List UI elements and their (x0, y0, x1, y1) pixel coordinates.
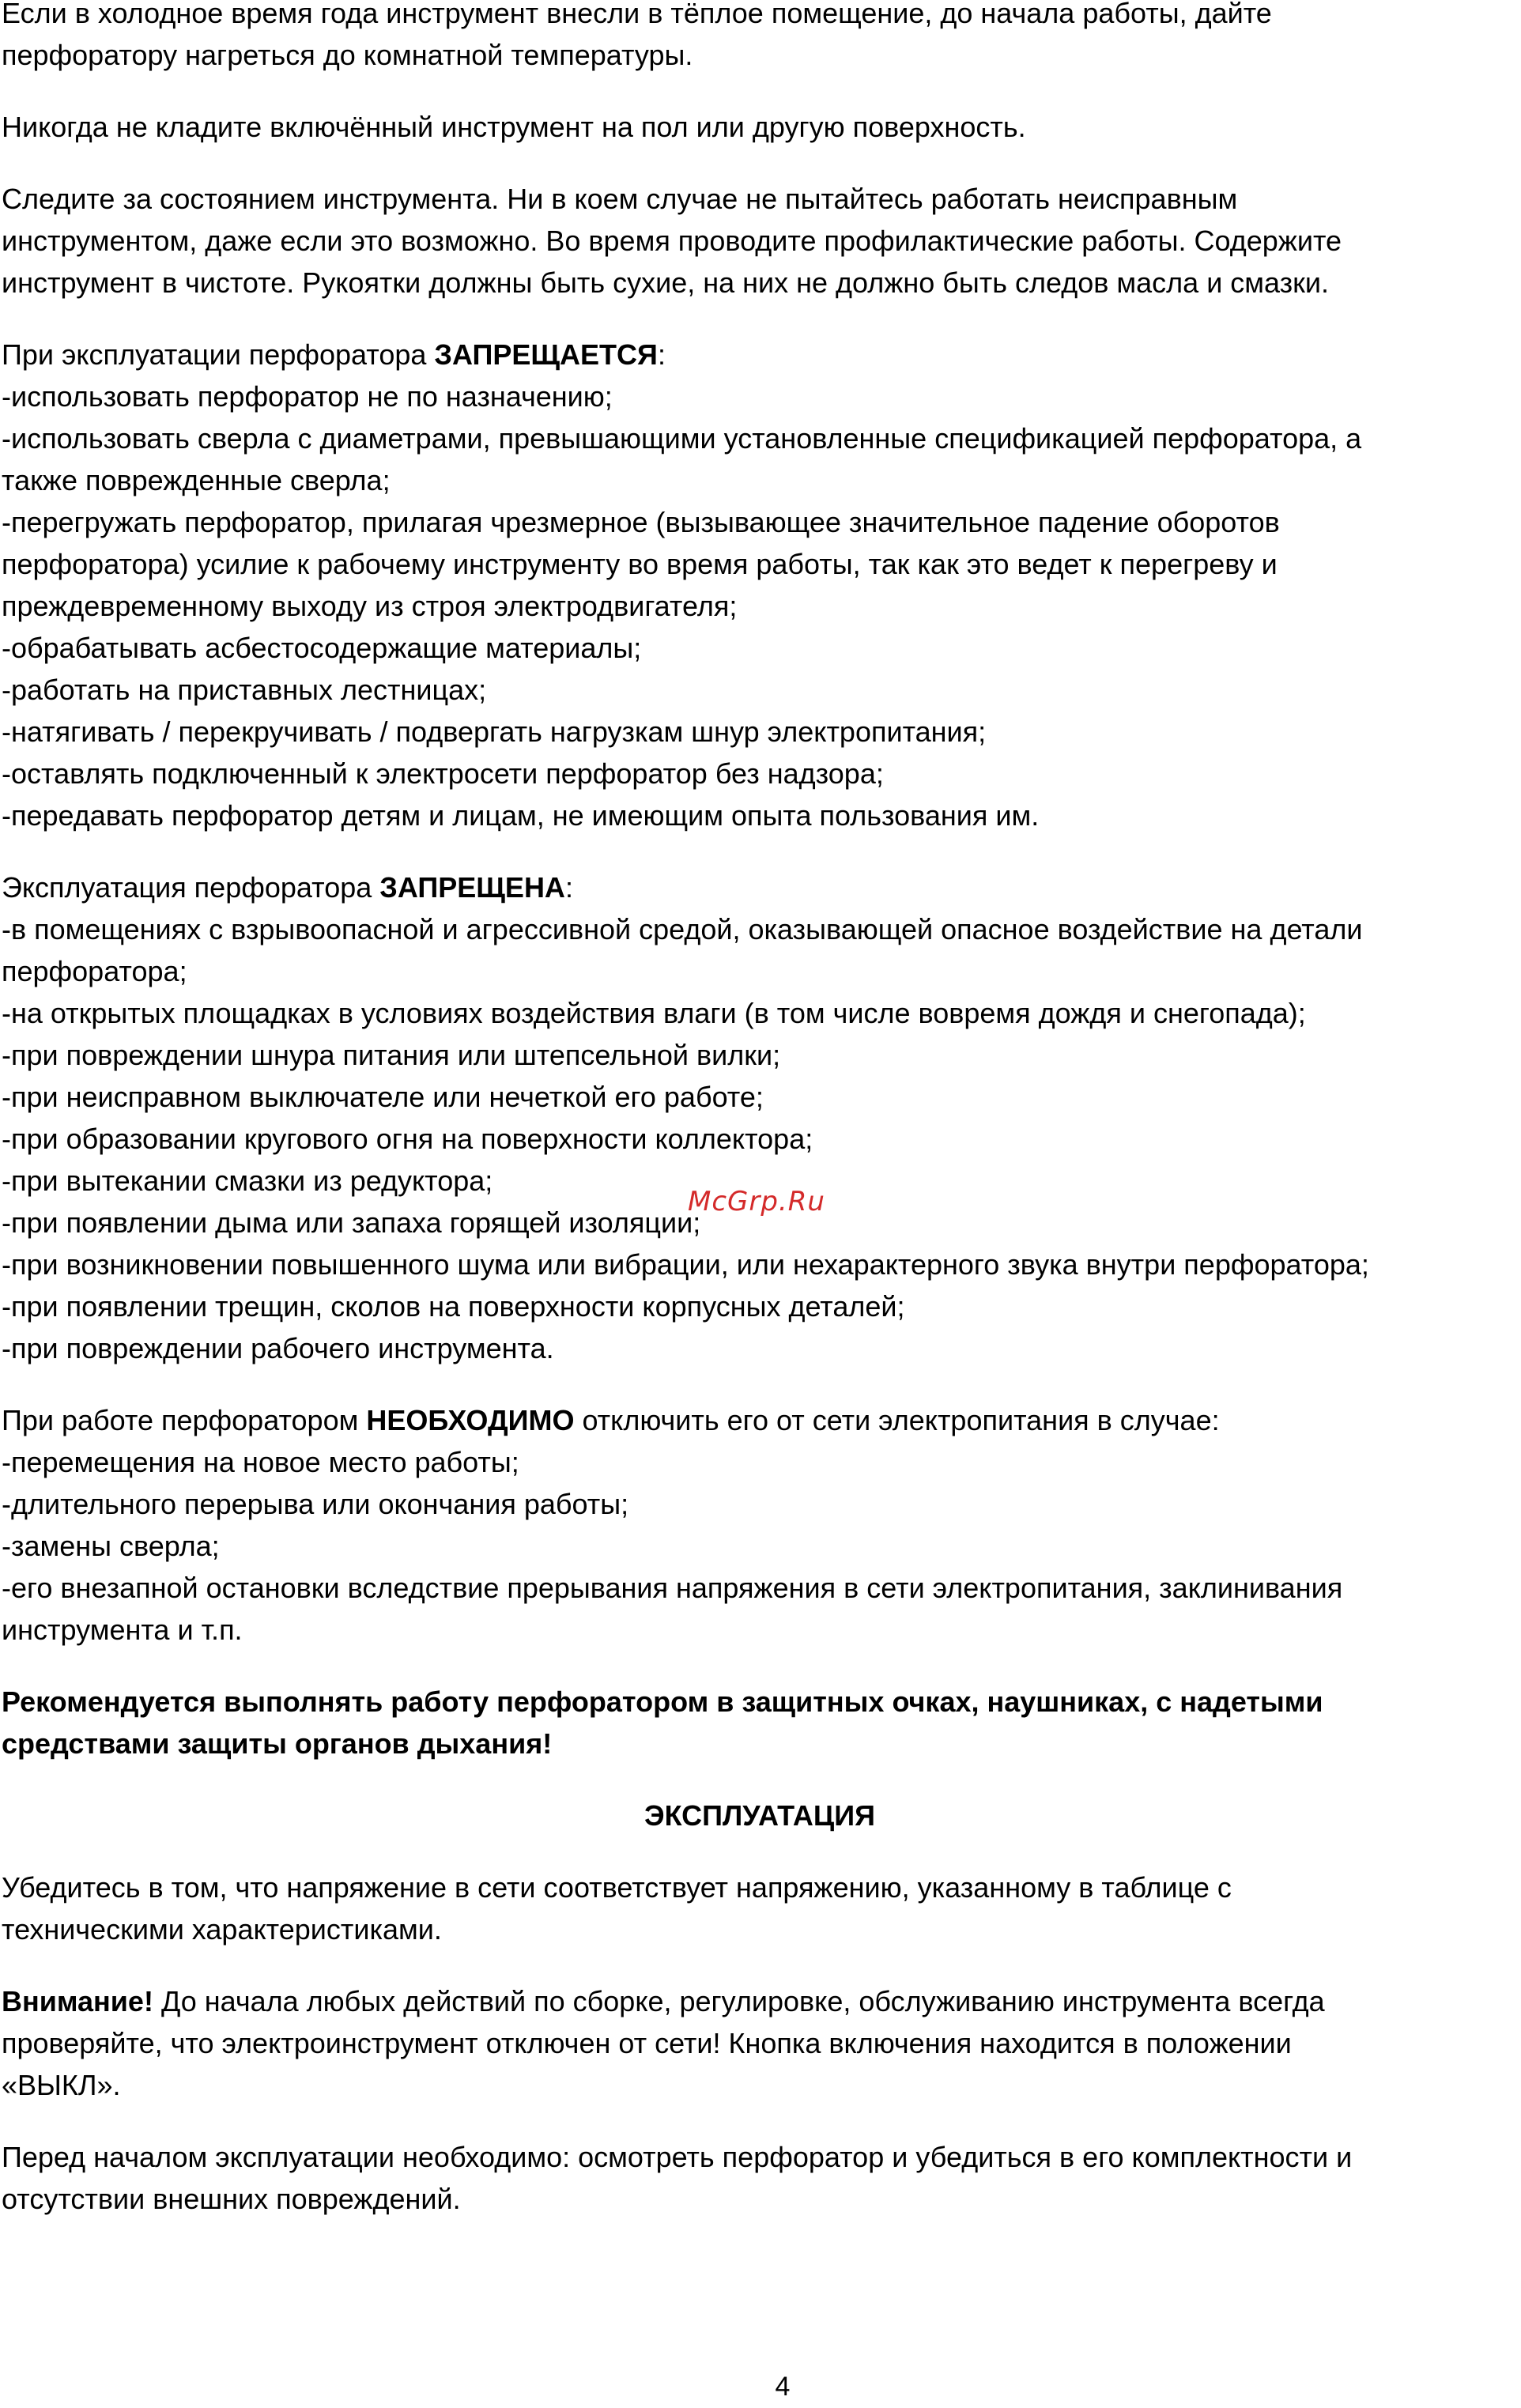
list-item: -при неисправном выключателе или нечеткой его работе; (2, 1081, 764, 1113)
paragraph-voltage (2, 1866, 1518, 1950)
necessary-heading (2, 1399, 1518, 1441)
heading-text: : (657, 338, 666, 371)
prohibited-heading (2, 334, 1518, 376)
text-line: «ВЫКЛ». (2, 2069, 121, 2101)
list-item: также поврежденные сверла; (2, 464, 391, 496)
list-item: -обрабатывать асбестосодержащие материалы; (2, 632, 642, 664)
forbidden-heading (2, 866, 1518, 908)
section-title-text: ЭКСПЛУАТАЦИЯ (644, 1799, 875, 1832)
paragraph-before-use (2, 2136, 1518, 2220)
list-item: -при образовании кругового огня на поверхности коллектора; (2, 1123, 813, 1155)
heading-text: При работе перфоратором (2, 1404, 367, 1436)
list-item: -при повреждении рабочего инструмента. (2, 1332, 554, 1364)
heading-text: : (564, 871, 573, 904)
text-line (2, 1980, 1518, 2022)
list-item: -использовать перфоратор не по назначению; (2, 380, 613, 413)
list-item: -замены сверла; (2, 1530, 220, 1562)
list-item: инструмента и т.п. (2, 1614, 243, 1646)
text-line: перфоратору нагреться до комнатной температуры. (2, 39, 693, 71)
text-line: Следите за состоянием инструмента. Ни в коем случае не пытайтесь работать неисправным (2, 183, 1238, 215)
heading-emphasis: ЗАПРЕЩАЕТСЯ (434, 338, 658, 371)
necessary-section (2, 1399, 1518, 1651)
text-line: Никогда не кладите включённый инструмент на пол или другую поверхность. (2, 111, 1026, 143)
heading-emphasis: ЗАПРЕЩЕНА (379, 871, 565, 904)
text-line: Перед началом эксплуатации необходимо: осмотреть перфоратор и убедиться в его комплектности и (2, 2141, 1353, 2173)
list-item: -передавать перфоратор детям и лицам, не имеющим опыта пользования им. (2, 799, 1040, 832)
watermark-text: McGrp.Ru (688, 1186, 825, 1217)
list-item: -при появлении трещин, сколов на поверхности корпусных деталей; (2, 1290, 905, 1323)
text-line: инструмент в чистоте. Рукоятки должны быть сухие, на них не должно быть следов масла и смазки. (2, 266, 1330, 299)
list-item: -перемещения на новое место работы; (2, 1446, 519, 1478)
text-line: проверяйте, что электроинструмент отключен от сети! Кнопка включения находится в положении (2, 2027, 1292, 2059)
list-item: -натягивать / перекручивать / подвергать нагрузкам шнур электропитания; (2, 715, 987, 748)
paragraph-tool-condition (2, 178, 1518, 304)
list-item: -в помещениях с взрывоопасной и агрессивной средой, оказывающей опасное воздействие на детали (2, 913, 1363, 945)
text-line: Если в холодное время года инструмент внесли в тёплое помещение, до начала работы, дайте (2, 0, 1272, 29)
list-item: -при появлении дыма или запаха горящей изоляции; (2, 1206, 701, 1239)
list-item: -длительного перерыва или окончания работы; (2, 1488, 629, 1520)
section-title (2, 1795, 1518, 1836)
heading-text: При эксплуатации перфоратора (2, 338, 435, 371)
text-line: средствами защиты органов дыхания! (2, 1727, 553, 1760)
list-item: -его внезапной остановки вследствие прерывания напряжения в сети электропитания, заклинивания (2, 1572, 1343, 1604)
page-number: 4 (775, 2372, 791, 2402)
list-item: -при повреждении шнура питания или штепсельной вилки; (2, 1039, 781, 1071)
attention-label: Внимание! (2, 1985, 153, 2017)
heading-text: отключить его от сети электропитания в случае: (574, 1404, 1220, 1436)
document-body (2, 0, 1518, 2250)
list-item: преждевременному выходу из строя электродвигателя; (2, 590, 738, 622)
text-line: Убедитесь в том, что напряжение в сети соответствует напряжению, указанному в таблице с (2, 1871, 1232, 1904)
paragraph-cold-weather (2, 0, 1518, 76)
heading-emphasis: НЕОБХОДИМО (366, 1404, 575, 1436)
text-fragment: До начала любых действий по сборке, регулировке, обслуживанию инструмента всегда (153, 1985, 1325, 2017)
text-line: инструментом, даже если это возможно. Во время проводите профилактические работы. Содержите (2, 225, 1342, 257)
paragraph-floor-warning (2, 106, 1518, 148)
text-line: Рекомендуется выполнять работу перфоратором в защитных очках, наушниках, с надетыми (2, 1685, 1323, 1718)
forbidden-section (2, 866, 1518, 1369)
text-line: техническими характеристиками. (2, 1913, 442, 1946)
list-item: перфоратора) усилие к рабочему инструменту во время работы, так как это ведет к перегреву и (2, 548, 1278, 580)
list-item: -при возникновении повышенного шума или вибрации, или нехарактерного звука внутри перфоратора; (2, 1248, 1369, 1281)
list-item: перфоратора; (2, 955, 187, 987)
text-line: отсутствии внешних повреждений. (2, 2183, 461, 2215)
list-item: -использовать сверла с диаметрами, превышающими установленные спецификацией перфоратора, а (2, 422, 1362, 455)
list-item: -оставлять подключенный к электросети перфоратор без надзора; (2, 757, 884, 790)
list-item: -при вытекании смазки из редуктора; (2, 1164, 493, 1197)
heading-text: Эксплуатация перфоратора (2, 871, 380, 904)
list-item: -перегружать перфоратор, прилагая чрезмерное (вызывающее значительное падение оборотов (2, 506, 1280, 538)
list-item: -работать на приставных лестницах; (2, 674, 487, 706)
list-item: -на открытых площадках в условиях воздействия влаги (в том числе вовремя дождя и снегопада); (2, 997, 1306, 1029)
paragraph-attention (2, 1980, 1518, 2106)
prohibited-section (2, 334, 1518, 836)
paragraph-recommendation (2, 1681, 1518, 1764)
